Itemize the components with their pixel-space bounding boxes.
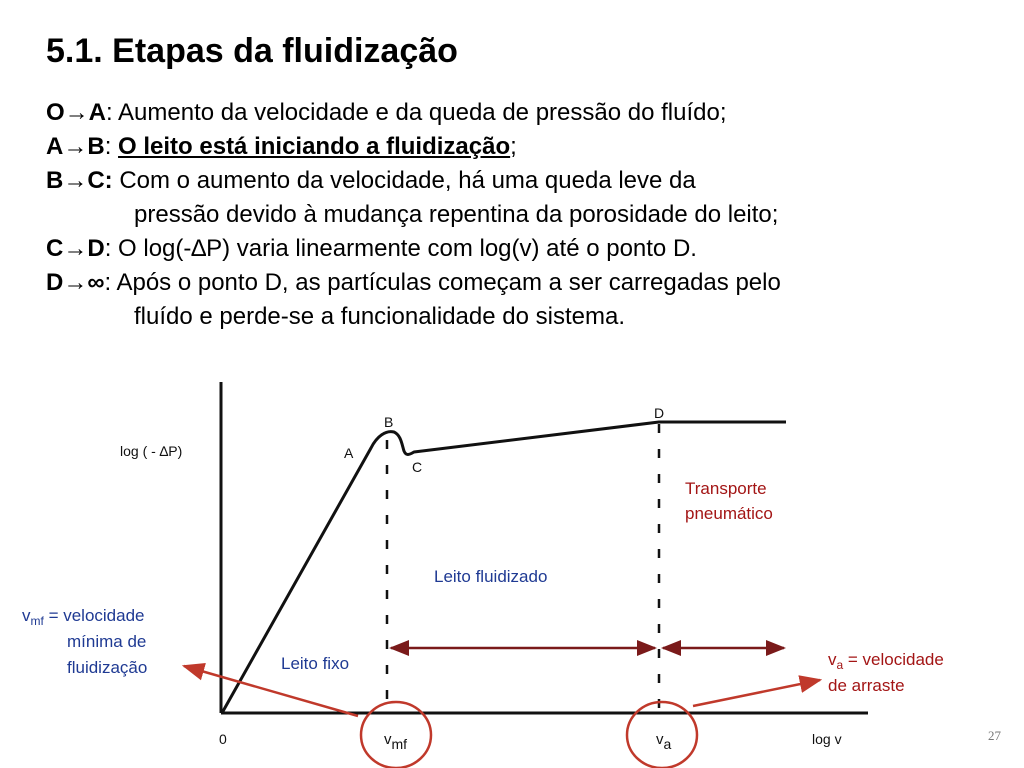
origin-label: 0 (219, 731, 227, 747)
va-tick-label (656, 731, 672, 752)
va-annotation-line-2: de arraste (828, 676, 905, 695)
step-continuation: fluído e perde-se a funcionalidade do sistema. (134, 303, 625, 330)
region-transport-line-2: pneumático (685, 504, 773, 523)
region-fixed-bed: Leito fixo (281, 654, 350, 673)
step-text: Após o ponto D, as partículas começam a ser carregadas pelo (116, 269, 781, 296)
vmf-annotation-line-1 (22, 606, 145, 628)
vmf-annotation-line-3: fluidização (67, 658, 148, 677)
step-from: C (46, 235, 64, 262)
arrow-right-icon: → (63, 167, 88, 194)
arrow-right-icon: → (64, 99, 89, 126)
step-text: Com o aumento da velocidade, há uma queda leve da (119, 167, 696, 194)
page-number: 27 (988, 728, 1001, 743)
x-axis-label: log v (812, 731, 842, 747)
va-tick-main: v (656, 731, 664, 748)
vmf-annotation-sub: mf (30, 614, 44, 628)
step-to: C: (87, 167, 113, 194)
arrow-right-icon: → (63, 133, 88, 160)
step-to: ∞ (87, 269, 105, 296)
va-annotation-sub: a (836, 658, 844, 672)
step-from: D (46, 269, 64, 296)
step-text: O log(-∆P) varia linearmente com log(v) até o ponto D. (118, 235, 697, 262)
step-separator: : (104, 133, 119, 160)
step-text: Aumento da velocidade e da queda de pressão do fluído; (118, 99, 727, 126)
step-continuation: pressão devido à mudança repentina da porosidade do leito; (134, 201, 779, 228)
y-axis-label: log ( - ∆P) (120, 443, 183, 459)
region-fluidized-bed: Leito fluidizado (434, 567, 548, 586)
va-annotation-main: v (828, 650, 837, 669)
va-tick-sub: a (663, 736, 672, 752)
step-to: A (88, 99, 107, 126)
va-annotation-text-1: = velocidade (843, 650, 944, 669)
vmf-pointer-arrow (184, 666, 358, 716)
step-from: B (46, 167, 64, 194)
vmf-annotation-line-2: mínima de (67, 632, 147, 651)
va-annotation-line-1 (828, 650, 944, 672)
step-tail: ; (510, 133, 517, 160)
step-separator: : (104, 269, 117, 296)
step-separator: : (106, 99, 119, 126)
vmf-tick-label (384, 731, 407, 752)
vmf-tick-main: v (384, 731, 392, 748)
arrow-right-icon: → (63, 235, 88, 262)
arrow-right-icon: → (63, 269, 88, 296)
step-from: A (46, 133, 64, 160)
region-transport-line-1: Transporte (685, 479, 767, 498)
vmf-tick-sub: mf (391, 736, 408, 752)
point-c-label: C (412, 459, 423, 475)
step-from: O (46, 99, 65, 126)
step-to: D (87, 235, 105, 262)
point-d-label: D (654, 405, 665, 421)
vmf-annotation-main: v (22, 606, 31, 625)
va-pointer-arrow (693, 680, 820, 706)
point-a-label: A (344, 445, 354, 461)
page-title: 5.1. Etapas da fluidização (46, 32, 458, 70)
point-b-label: B (384, 414, 394, 430)
step-to: B (87, 133, 105, 160)
step-text: O leito está iniciando a fluidização (118, 133, 511, 160)
step-separator: : (104, 235, 119, 262)
vmf-annotation-text-1: = velocidade (43, 606, 145, 625)
